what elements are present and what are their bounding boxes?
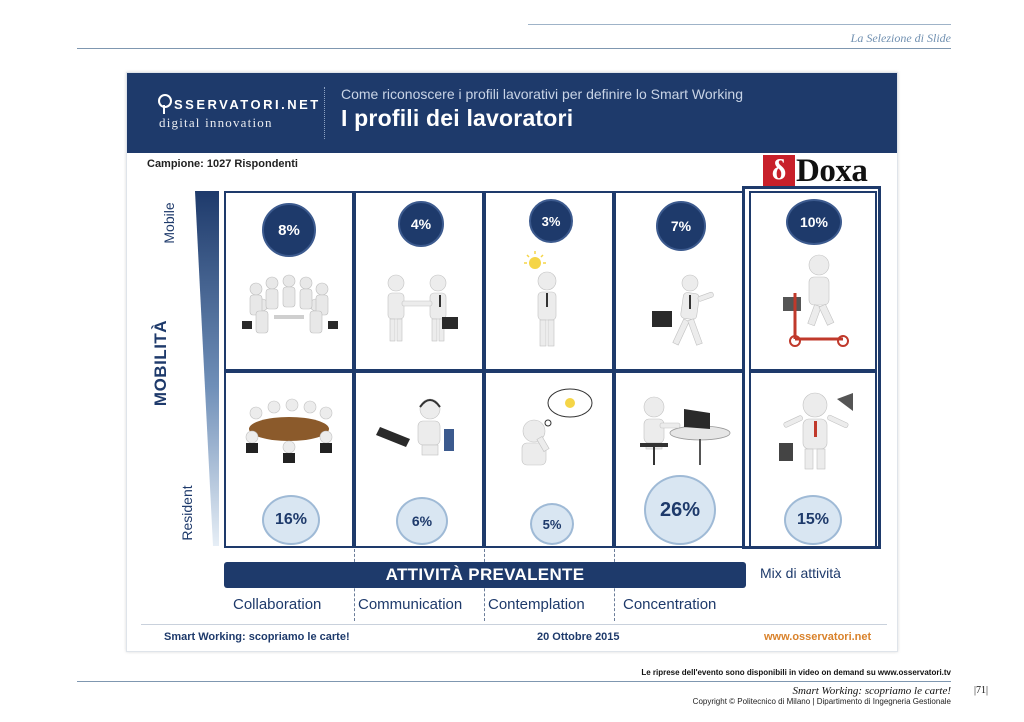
slide-header bbox=[127, 73, 898, 153]
cell-contemplation-mobile bbox=[484, 191, 614, 371]
header-rule-short bbox=[528, 24, 951, 25]
video-note: Le riprese dell'evento sono disponibili in video on demand su www.osservatori.tv bbox=[641, 668, 951, 677]
header-rule bbox=[77, 48, 951, 49]
percent-badge: 26% bbox=[644, 475, 716, 545]
thinking-figure bbox=[508, 387, 594, 467]
cell-communication-mobile bbox=[354, 191, 484, 371]
axis-label-mobile: Mobile bbox=[161, 202, 177, 244]
logo-tagline: digital innovation bbox=[159, 115, 273, 130]
percent-badge: 16% bbox=[262, 495, 320, 545]
team-meeting-figure bbox=[236, 271, 342, 341]
percent-badge: 4% bbox=[398, 201, 444, 247]
slide-footer-url: www.osservatori.net bbox=[764, 631, 872, 643]
cell-collaboration-mobile bbox=[224, 191, 354, 371]
percent-badge: 6% bbox=[396, 497, 448, 545]
cell-collaboration-resident bbox=[224, 371, 354, 548]
footer-rule bbox=[77, 681, 951, 682]
logo-name: SSERVATORI.NET bbox=[174, 96, 321, 112]
slide-footer-date: 20 Ottobre 2015 bbox=[537, 631, 620, 643]
activity-bar: ATTIVITÀ PREVALENTE bbox=[224, 562, 746, 588]
cell-concentration-mobile bbox=[614, 191, 744, 371]
percent-badge: 7% bbox=[656, 201, 706, 251]
category-label-concentration: Concentration bbox=[623, 596, 717, 613]
round-table-meeting-figure bbox=[234, 395, 344, 465]
cell-mix-mobile bbox=[749, 191, 877, 371]
cell-contemplation-resident bbox=[484, 371, 614, 548]
handshake-figure bbox=[378, 273, 464, 345]
document-title: Smart Working: scopriamo le carte! bbox=[792, 685, 951, 697]
slide-title: I profili dei lavoratori bbox=[341, 105, 574, 131]
percent-badge: 5% bbox=[530, 503, 574, 545]
mix-label: Mix di attività bbox=[760, 565, 841, 581]
doxa-logo bbox=[763, 152, 868, 189]
page-number: |71| bbox=[974, 685, 989, 696]
scooter-businessman-figure bbox=[773, 253, 857, 349]
slide-subtitle: Come riconoscere i profili lavorativi per definire lo Smart Working bbox=[341, 86, 744, 102]
page-header-title: La Selezione di Slide bbox=[850, 31, 951, 45]
slide bbox=[126, 72, 898, 652]
cell-communication-resident bbox=[354, 371, 484, 548]
category-label-communication: Communication bbox=[358, 596, 463, 613]
osservatori-logo bbox=[157, 94, 327, 131]
sample-label: Campione: 1027 Rispondenti bbox=[147, 158, 298, 170]
slide-footer-rule bbox=[141, 624, 887, 625]
cell-mix-resident bbox=[749, 371, 877, 548]
walking-businessman-figure bbox=[644, 273, 724, 349]
axis-label-resident: Resident bbox=[179, 485, 195, 541]
doxa-mark: δ bbox=[763, 155, 795, 187]
percent-badge: 8% bbox=[262, 203, 316, 257]
profiles-grid bbox=[224, 191, 877, 548]
cell-concentration-resident bbox=[614, 371, 744, 548]
category-label-contemplation: Contemplation bbox=[488, 596, 585, 613]
header-divider bbox=[324, 87, 325, 139]
slide-footer-title: Smart Working: scopriamo le carte! bbox=[164, 631, 350, 643]
idea-bulb-figure bbox=[521, 249, 581, 349]
axis-label-mobilita: MOBILITÀ bbox=[151, 319, 170, 407]
doxa-text: Doxa bbox=[796, 152, 868, 189]
key-icon bbox=[157, 94, 171, 114]
percent-badge: 3% bbox=[529, 199, 573, 243]
percent-badge: 15% bbox=[784, 495, 842, 545]
percent-badge: 10% bbox=[786, 199, 842, 245]
category-label-collaboration: Collaboration bbox=[233, 596, 322, 613]
headset-laptop-figure bbox=[370, 391, 470, 467]
multitasking-figure bbox=[775, 389, 857, 473]
mobility-gradient-wedge bbox=[195, 191, 219, 546]
copyright: Copyright © Politecnico di Milano | Dipartimento di Ingegneria Gestionale bbox=[692, 697, 951, 706]
desk-computer-figure bbox=[630, 391, 734, 471]
